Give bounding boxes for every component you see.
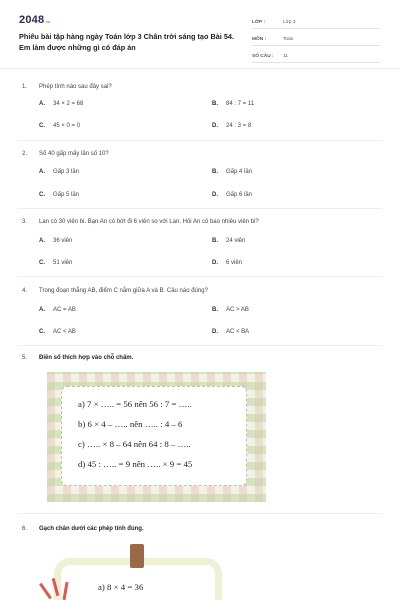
meta-key: SỐ CÂU : [252, 53, 274, 59]
option-b[interactable] [212, 169, 252, 175]
option-text: AC < BA [226, 329, 250, 335]
exercise-line-d[interactable]: d) 45 : ….. = 9 nên ….. × 9 = 45 [78, 459, 193, 469]
option-a[interactable] [39, 101, 83, 107]
option-letter: C. [39, 123, 45, 129]
meta-row-subject [252, 33, 380, 46]
option-d[interactable] [212, 329, 249, 335]
option-letter: A. [39, 307, 45, 313]
question-number: 6. [22, 526, 28, 532]
worksheet-title: Phiếu bài tập hàng ngày Toán lớp 3 Chân trời sáng tạo Bài 54. Em làm được những gì có đáp án [19, 32, 234, 52]
option-c[interactable] [39, 260, 72, 266]
option-c[interactable] [39, 123, 80, 129]
option-text: AC = AB [53, 307, 76, 313]
logo-suffix: .vn [44, 19, 51, 24]
question-number: 5. [22, 355, 28, 361]
question-text: Gạch chân dưới các phép tính đúng. [39, 526, 144, 532]
exercise-line-b[interactable]: b) 6 × 4 – ….. nên ….. : 4 – 6 [78, 419, 183, 429]
option-text: AC > AB [226, 307, 249, 313]
option-text: 24 viên [226, 238, 246, 244]
option-letter: B. [212, 101, 218, 107]
site-logo[interactable] [19, 14, 51, 26]
option-text: 36 viên [53, 238, 73, 244]
clip-peg-icon [130, 544, 144, 568]
option-a[interactable] [39, 307, 76, 313]
question-number: 4. [22, 288, 28, 294]
option-text: 34 × 2 = 68 [53, 101, 84, 107]
option-c[interactable] [39, 192, 79, 198]
question-text: Điền số thích hợp vào chỗ chấm. [39, 355, 134, 361]
option-text: Gấp 3 lần [53, 169, 80, 175]
meta-value: Toán [283, 36, 294, 42]
option-text: AC < AB [53, 329, 76, 335]
option-letter: D. [212, 260, 218, 266]
option-text: 6 viên [226, 260, 243, 266]
meta-value: Lớp 3 [283, 19, 296, 25]
meta-key: LỚP : [252, 19, 266, 25]
meta-row-grade [252, 16, 380, 29]
option-text: Gấp 5 lần [53, 192, 80, 198]
question-divider [18, 140, 382, 141]
option-letter: D. [212, 329, 218, 335]
exercise-line-a[interactable]: a) 7 × ….. = 56 nên 56 : 7 = ….. [78, 399, 192, 409]
question-divider [18, 276, 382, 277]
question-text: Lan có 30 viên bi. Bạn An có bớt đi 6 viên so với Lan. Hỏi An có bao nhiêu viên bi? [39, 219, 259, 225]
option-d[interactable] [212, 260, 242, 266]
option-text: 24 : 3 = 8 [226, 123, 252, 129]
ribbon-icon [39, 583, 52, 599]
option-letter: B. [212, 307, 218, 313]
option-text: Gấp 6 lần [226, 192, 253, 198]
option-letter: B. [212, 238, 218, 244]
worksheet-meta [252, 16, 380, 67]
option-letter: C. [39, 260, 45, 266]
exercise-5-card [61, 386, 247, 486]
option-letter: B. [212, 169, 218, 175]
header-divider [0, 68, 400, 69]
question-divider [18, 513, 382, 514]
option-letter: A. [39, 238, 45, 244]
logo-main: 2048 [19, 14, 45, 26]
option-a[interactable] [39, 238, 72, 244]
option-letter: A. [39, 101, 45, 107]
option-a[interactable] [39, 169, 79, 175]
option-b[interactable] [212, 101, 254, 107]
option-text: 51 viên [53, 260, 73, 266]
meta-value: 11 [283, 53, 288, 59]
option-letter: D. [212, 192, 218, 198]
option-b[interactable] [212, 307, 249, 313]
question-text: Phép tính nào sau đây sai? [39, 84, 112, 90]
option-letter: C. [39, 192, 45, 198]
question-text: Số 40 gấp mấy lần số 10? [39, 151, 109, 157]
option-c[interactable] [39, 329, 76, 335]
option-d[interactable] [212, 192, 252, 198]
option-letter: C. [39, 329, 45, 335]
question-number: 2. [22, 151, 28, 157]
question-text: Trong đoạn thẳng AB, điểm C nằm giữa A và B. Câu nào đúng? [39, 288, 208, 294]
exercise-line-a[interactable]: a) 8 × 4 = 36 [98, 582, 144, 592]
question-number: 1. [22, 84, 28, 90]
question-divider [18, 345, 382, 346]
question-divider [18, 208, 382, 209]
option-b[interactable] [212, 238, 245, 244]
option-letter: D. [212, 123, 218, 129]
option-d[interactable] [212, 123, 251, 129]
meta-key: MÔN : [252, 36, 267, 42]
meta-row-count [252, 50, 380, 63]
option-text: 45 × 0 = 0 [53, 123, 81, 129]
worksheet-header [0, 0, 400, 66]
exercise-line-c[interactable]: c) ….. × 8 – 64 nên 64 : 8 – ….. [78, 439, 191, 449]
question-number: 3. [22, 219, 28, 225]
option-text: Gấp 4 lần [226, 169, 253, 175]
option-text: 84 : 7 = 11 [226, 101, 255, 107]
option-letter: A. [39, 169, 45, 175]
